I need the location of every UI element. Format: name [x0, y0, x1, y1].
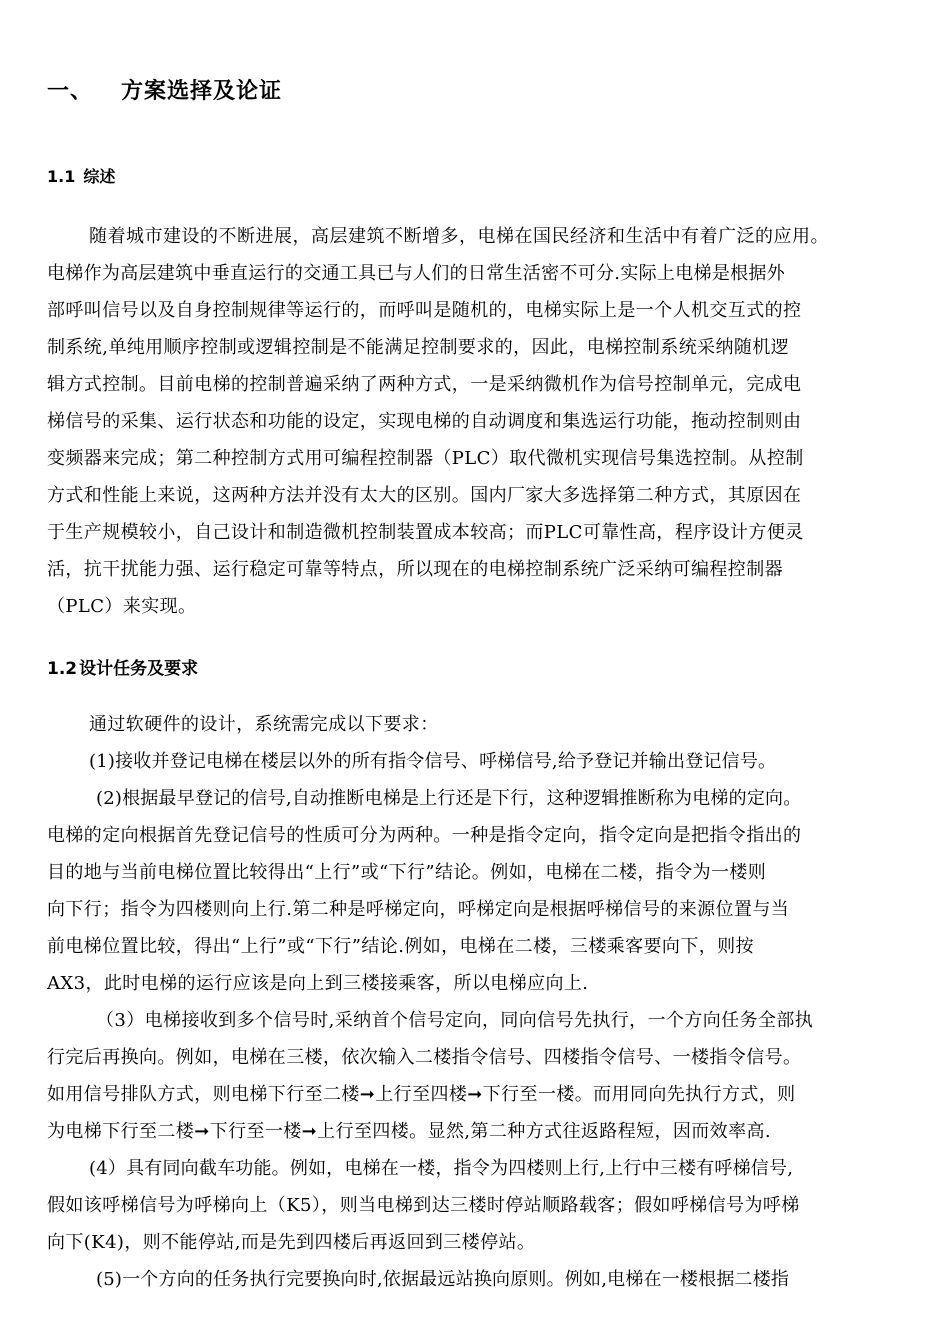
section-heading-1	[47, 74, 282, 105]
text-line: 如用信号排队方式，则电梯下行至二楼➞上行至四楼➞下行至一楼。而用同向先执行方式，则	[47, 1084, 796, 1105]
text-line: （PLC）来实现。	[47, 596, 197, 617]
subsection-title: 综述	[83, 167, 116, 186]
text-line: 通过软硬件的设计，系统需完成以下要求：	[89, 714, 439, 735]
text-line: 向下(K4)，则不能停站,而是先到四楼后再返回到三楼停站。	[47, 1232, 536, 1253]
subsection-heading-1-2	[47, 654, 198, 679]
text-line: (1)接收并登记电梯在楼层以外的所有指令信号、呼梯信号,给予登记并输出登记信号。	[89, 751, 777, 772]
text-line: (4）具有同向截车功能。例如，电梯在一楼，指令为四楼则上行,上行中三楼有呼梯信号,	[89, 1158, 794, 1179]
text-line: 部呼叫信号以及自身控制规律等运行的，而呼叫是随机的，电梯实际上是一个人机交互式的控	[47, 300, 802, 321]
text-line: 假如该呼梯信号为呼梯向上（K5），则当电梯到达三楼时停站顺路载客；假如呼梯信号为呼梯	[47, 1195, 800, 1216]
text-line: 行完后再换向。例如，电梯在三楼，依次输入二楼指令信号、四楼指令信号、一楼指令信号。	[47, 1047, 802, 1068]
text-line: 随着城市建设的不断进展，高层建筑不断增多，电梯在国民经济和生活中有着广泛的应用。	[89, 226, 829, 247]
text-line: AX3，此时电梯的运行应该是向上到三楼接乘客，所以电梯应向上.	[47, 973, 589, 994]
text-line: 电梯的定向根据首先登记信号的性质可分为两种。一种是指令定向，指令定向是把指令指出的	[47, 825, 802, 846]
text-line: 辑方式控制。目前电梯的控制普遍采纳了两种方式，一是采纳微机作为信号控制单元，完成电	[47, 374, 802, 395]
text-line: (5)一个方向的任务执行完要换向时,依据最远站换向原则。例如,电梯在一楼根据二楼指	[96, 1269, 790, 1290]
text-line: (2)根据最早登记的信号,自动推断电梯是上行还是下行，这种逻辑推断称为电梯的定向。	[96, 788, 802, 809]
text-line: 向下行；指令为四楼则向上行.第二种是呼梯定向，呼梯定向是根据呼梯信号的来源位置与当	[47, 899, 790, 920]
section-title: 方案选择及论证	[121, 79, 283, 104]
section-number: 一、	[47, 79, 94, 104]
text-line: 电梯作为高层建筑中垂直运行的交通工具已与人们的日常生活密不可分.实际上电梯是根据外	[47, 263, 786, 284]
text-line: 制系统,单纯用顺序控制或逻辑控制是不能满足控制要求的，因此，电梯控制系统采纳随机逻	[47, 337, 790, 358]
text-line: 于生产规模较小，自己设计和制造微机控制装置成本较高；而PLC可靠性高，程序设计方便灵	[47, 522, 804, 543]
text-line: 变频器来完成；第二种控制方式用可编程控制器（PLC）取代微机实现信号集选控制。从控制	[47, 448, 804, 469]
text-line: 前电梯位置比较，得出“上行”或“下行”结论.例如，电梯在二楼，三楼乘客要向下，则按	[47, 936, 754, 957]
text-line: （3）电梯接收到多个信号时,采纳首个信号定向，同向信号先执行，一个方向任务全部执	[96, 1010, 814, 1031]
text-line: 为电梯下行至二楼➞下行至一楼➞上行至四楼。显然,第二种方式往返路程短，因而效率高.	[47, 1121, 772, 1142]
subsection-heading-1-1	[47, 164, 115, 187]
subsection-number: 1.2	[47, 659, 78, 679]
text-line: 方式和性能上来说，这两种方法并没有太大的区别。国内厂家大多选择第二种方式，其原因在	[47, 485, 802, 506]
subsection-title: 设计任务及要求	[79, 659, 199, 679]
text-line: 梯信号的采集、运行状态和功能的设定，实现电梯的自动调度和集选运行功能，拖动控制则由	[47, 411, 802, 432]
subsection-number: 1.1	[47, 167, 76, 186]
text-line: 活，抗干扰能力强、运行稳定可靠等特点，所以现在的电梯控制系统广泛采纳可编程控制器	[47, 559, 783, 580]
text-line: 目的地与当前电梯位置比较得出“上行”或“下行”结论。例如，电梯在二楼，指令为一楼则	[47, 862, 767, 883]
